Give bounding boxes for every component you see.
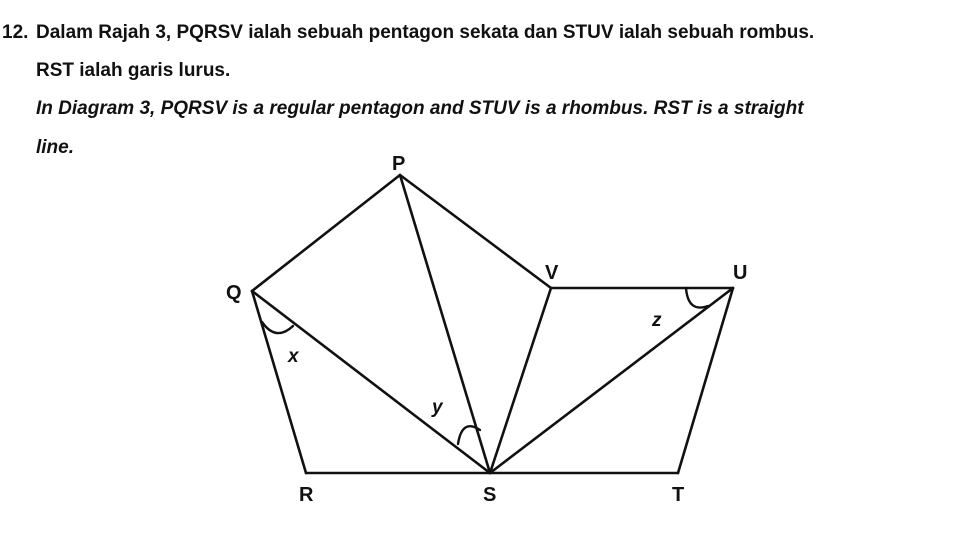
vertex-label-U: U xyxy=(733,262,748,284)
angle-arc-y xyxy=(458,426,480,444)
vertex-label-S: S xyxy=(483,484,497,506)
side-QR xyxy=(252,291,306,473)
english-statement-line-2: line. xyxy=(36,137,75,158)
angle-arc-x xyxy=(262,322,293,333)
vertex-label-V: V xyxy=(545,262,559,284)
vertex-label-P: P xyxy=(392,153,406,175)
vertex-label-T: T xyxy=(672,484,685,506)
angle-label-z: z xyxy=(652,310,662,331)
vertex-label-R: R xyxy=(299,484,314,506)
side-PQ xyxy=(252,175,400,291)
english-statement-line-1: In Diagram 3, PQRSV is a regular pentagon and STUV is a rhombus. RST is a straight xyxy=(36,98,804,119)
malay-statement-line-2: RST ialah garis lurus. xyxy=(36,60,231,81)
angle-label-y: y xyxy=(432,397,443,418)
angle-label-x: x xyxy=(288,346,299,367)
vertex-label-Q: Q xyxy=(226,282,242,304)
question-number: 12. xyxy=(2,22,29,43)
side-VP xyxy=(400,175,551,288)
side-SV xyxy=(490,288,551,473)
angle-arc-z xyxy=(686,288,708,308)
diagonal-QS xyxy=(252,291,490,473)
diagonal-SU xyxy=(490,288,733,473)
malay-statement-line-1: Dalam Rajah 3, PQRSV ialah sebuah pentagon sekata dan STUV ialah sebuah rombus. xyxy=(36,22,815,43)
side-TU xyxy=(678,288,733,473)
